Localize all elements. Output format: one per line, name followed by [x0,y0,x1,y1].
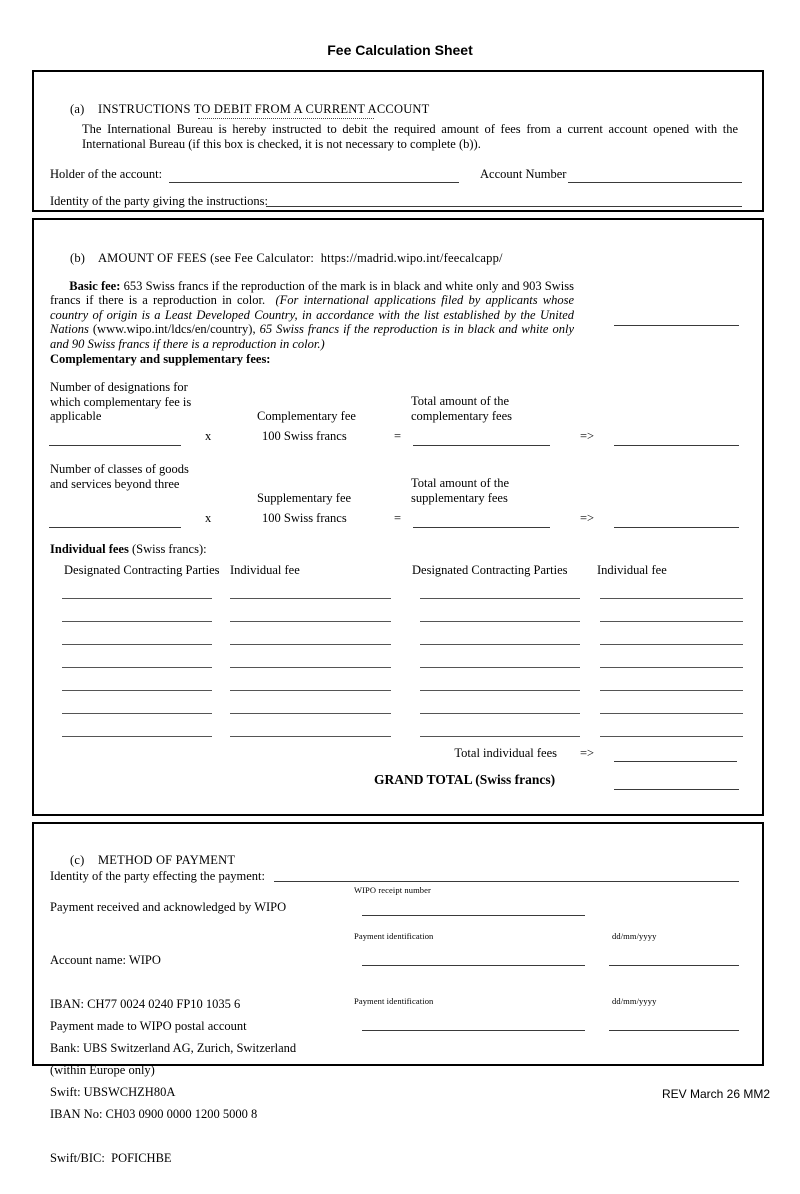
supplementary-count-field[interactable] [49,514,181,528]
form-revision-label: REV March 26 MM2 [661,1087,770,1101]
complementary-fee-amount: 100 Swiss francs [262,429,347,443]
designated-party-field[interactable] [62,736,212,737]
basic-fee-amount-field[interactable] [614,312,739,326]
designated-parties-header-right: Designated Contracting Parties [412,563,568,577]
total-individual-fees-field[interactable] [614,748,737,762]
supplementary-count-label: Number of classes of goods and services beyond three [50,462,189,491]
postal-europe-note: (within Europe only) [50,1062,155,1077]
basic-fee-text: 653 Swiss francs if the reproduction of the mark is in black and white only and 903 Swiss francs if there is a reproduction in color. [50,278,578,308]
supplementary-total-label: Total amount of the supplementary fees [411,476,510,505]
complementary-total-label: Total amount of the complementary fees [411,394,512,423]
postal-payment-note: Payment made to WIPO postal account [50,1019,247,1034]
bank-payment-identification-field[interactable] [362,952,585,966]
section-c-title: METHOD OF PAYMENT [97,853,236,867]
identity-payment-label: Identity of the party effecting the payment: [50,869,265,883]
section-b-index: (b) [69,251,86,265]
basic-fee-paragraph [50,264,578,366]
individual-fee-row [34,576,766,599]
complementary-count-label: Number of designations for which complementary fee is applicable [50,380,192,424]
section-a-box [32,70,764,212]
supplementary-carry-field[interactable] [614,514,739,528]
section-c-index: (c) [69,853,85,867]
bank-iban: IBAN: CH77 0024 0240 FP10 1035 6 [50,996,241,1011]
basic-fee-ldc-note-2: 65 Swiss francs if the reproduction is in black and white only and 90 Swiss francs if there is a reproduction in color.) [50,322,578,351]
section-b-title: AMOUNT OF FEES (see Fee Calculator: [97,251,321,265]
individual-fees-label: Individual fees [50,542,129,556]
bank-payment-identification-label: Payment identification [354,931,434,941]
wipo-receipt-number-field[interactable] [362,902,585,916]
bank-date-label: dd/mm/yyyy [612,931,657,941]
individual-fee-row [34,645,766,668]
complementary-count-field[interactable] [49,432,181,446]
individual-fee-row [34,599,766,622]
grand-total-field[interactable] [614,776,739,790]
ldcs-url: (www.wipo.int/ldcs/en/country), [92,322,256,337]
postal-payment-identification-field[interactable] [362,1017,585,1031]
wipo-receipt-number-label: WIPO receipt number [354,885,431,895]
bank-account-name: Account name: WIPO [50,953,161,968]
holder-of-account-field[interactable] [169,169,459,183]
individual-fee-row [34,668,766,691]
individual-fees-table [34,576,766,737]
designated-party-field[interactable] [420,736,580,737]
comp-supp-heading: Complementary and supplementary fees: [50,352,271,366]
individual-fee-row [34,622,766,645]
debit-instruction-text: The International Bureau is hereby instructed to debit the required amount of fees from a current account opened with the International Bureau (if this box is checked, it is not necessary to complete (b)). [82,122,742,151]
basic-fee-ldc-note: (For international applications filed by applicants whose country of origin is a Least Developed Country, in accordance with the list established by the United Nations [50,293,578,337]
complementary-total-field[interactable] [413,432,550,446]
supplementary-fee-label: Supplementary fee [257,491,352,505]
supplementary-total-field[interactable] [413,514,550,528]
account-number-label: Account Number [480,167,567,181]
complementary-fee-label: Complementary fee [257,409,356,423]
individual-fee-header-left: Individual fee [230,563,300,577]
individual-fee-row [34,691,766,714]
fee-calculator-url[interactable]: https://madrid.wipo.int/feecalcapp/ [320,251,503,265]
postal-iban: IBAN No: CH03 0900 0000 1200 5000 8 [50,1106,258,1121]
identity-instructions-label: Identity of the party giving the instructions: [50,194,269,208]
postal-date-field[interactable] [609,1017,739,1031]
individual-fees-currency: (Swiss francs): [128,542,207,556]
bank-name: Bank: UBS Switzerland AG, Zurich, Switzerland [50,1040,297,1055]
grand-total-label: GRAND TOTAL (Swiss francs) [374,772,556,787]
debit-checkbox-line[interactable] [198,110,374,119]
individual-fee-field[interactable] [230,736,391,737]
payment-received-label: Payment received and acknowledged by WIPO [50,900,287,914]
supplementary-multiply-sign: x [205,511,212,525]
individual-fees-heading [50,542,207,557]
holder-of-account-label: Holder of the account: [50,167,163,181]
postal-date-label: dd/mm/yyyy [612,996,657,1006]
individual-fee-header-right: Individual fee [597,563,667,577]
bank-swift: Swift: UBSWCHZH80A [50,1084,176,1099]
postal-account-details [50,990,257,1194]
individual-fee-field[interactable] [600,736,743,737]
section-b-box [32,218,764,816]
individual-fee-row [34,714,766,737]
basic-fee-label: Basic fee: [69,278,121,293]
supplementary-fee-amount: 100 Swiss francs [262,511,347,525]
identity-payment-field[interactable] [274,868,739,882]
supplementary-arrow: => [580,511,595,525]
account-number-field[interactable] [568,169,742,183]
total-individual-arrow: => [580,746,595,760]
complementary-arrow: => [580,429,595,443]
complementary-carry-field[interactable] [614,432,739,446]
postal-swift: Swift/BIC: POFICHBE [50,1150,172,1165]
complementary-equals-sign: = [394,429,402,443]
postal-payment-identification-label: Payment identification [354,996,434,1006]
designated-parties-header-left: Designated Contracting Parties [64,563,220,577]
bank-date-field[interactable] [609,952,739,966]
identity-instructions-field[interactable] [266,193,742,207]
page-title: Fee Calculation Sheet [327,42,473,58]
complementary-multiply-sign: x [205,429,212,443]
supplementary-equals-sign: = [394,511,402,525]
section-a-index: (a) [69,102,85,116]
section-a-title: INSTRUCTIONS TO DEBIT FROM A CURRENT ACCOUNT [97,102,430,116]
total-individual-fees-label: Total individual fees [454,746,557,760]
